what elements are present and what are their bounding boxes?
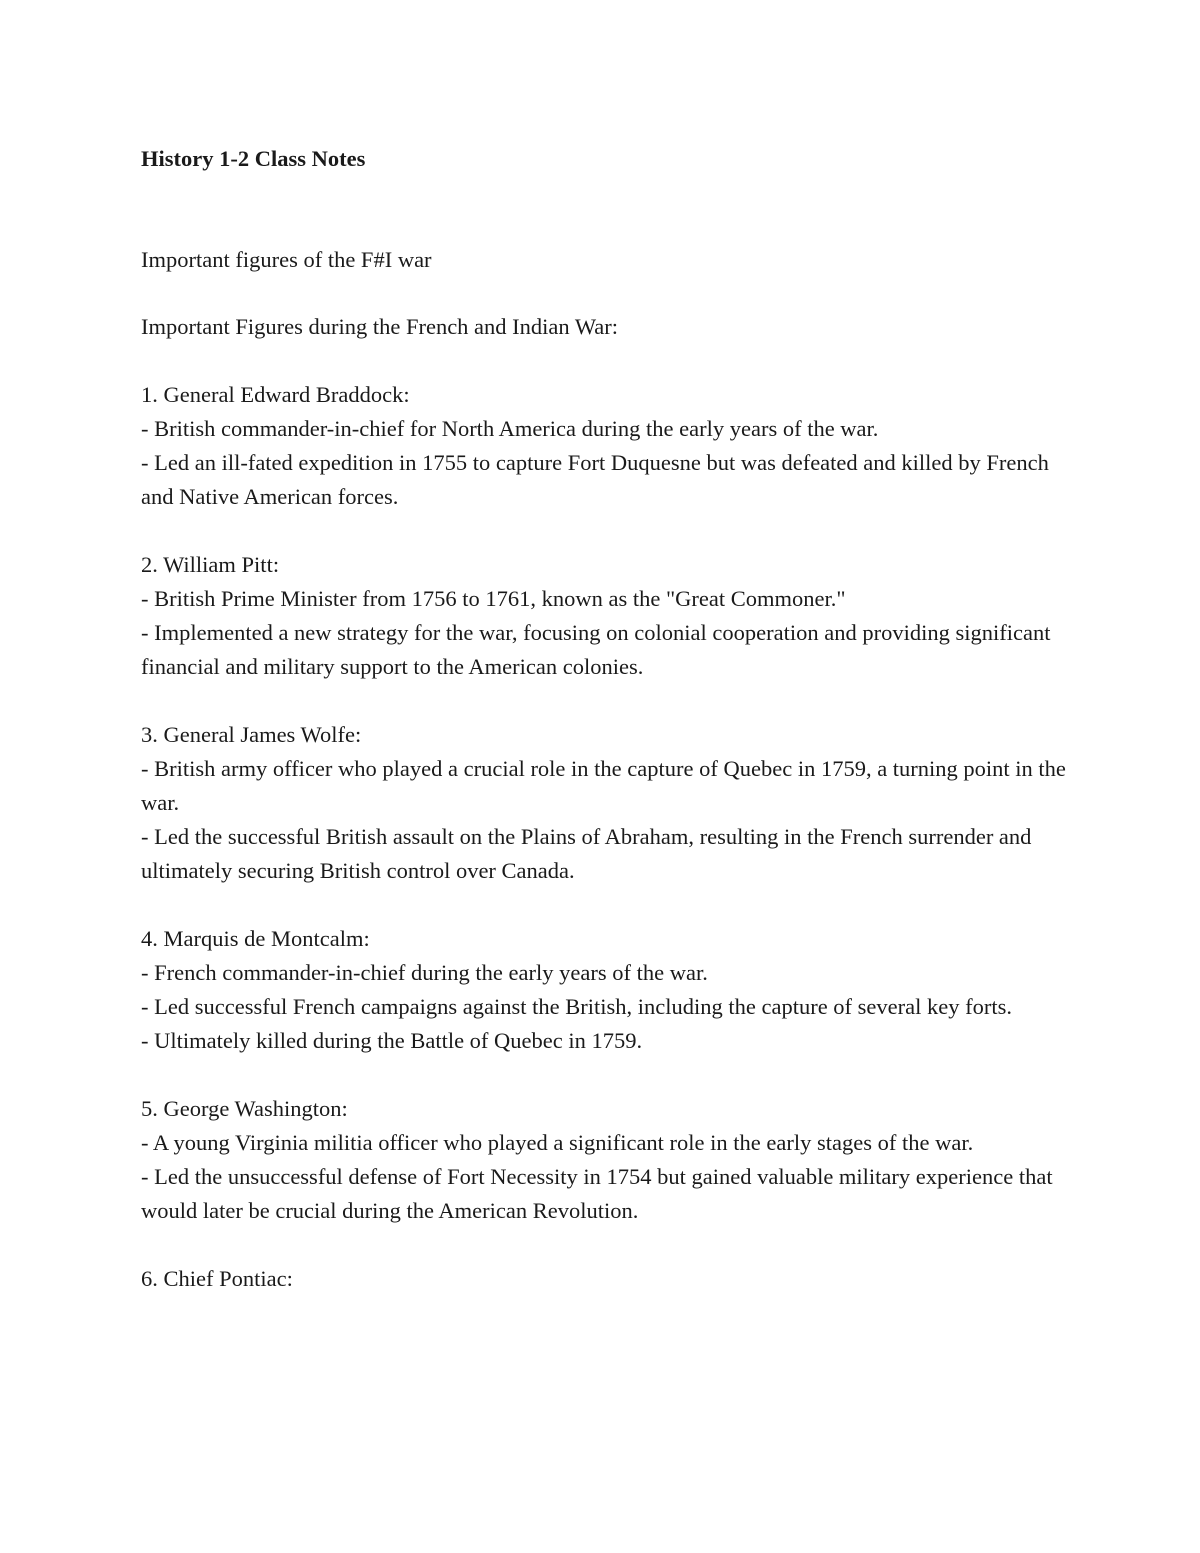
figure-entry-braddock — [141, 378, 1076, 514]
figure-entry-pontiac — [141, 1262, 1076, 1296]
figure-entry-pitt — [141, 548, 1076, 684]
document-title: History 1-2 Class Notes — [141, 146, 366, 171]
entry-bullet: - British army officer who played a crucial role in the capture of Quebec in 1759, a turning point in the war. — [141, 756, 1066, 815]
entry-bullet: - French commander-in-chief during the early years of the war. — [141, 960, 708, 985]
entry-heading: 4. Marquis de Montcalm: — [141, 926, 370, 951]
entry-bullet: - Ultimately killed during the Battle of Quebec in 1759. — [141, 1028, 643, 1053]
entry-bullet: - British commander-in-chief for North America during the early years of the war. — [141, 416, 879, 441]
figure-entry-wolfe — [141, 718, 1076, 888]
entry-bullet: - Led successful French campaigns against the British, including the capture of several key forts. — [141, 994, 1012, 1019]
entry-heading: 2. William Pitt: — [141, 552, 280, 577]
document-body — [141, 142, 1076, 1296]
entry-bullet: - Led an ill-fated expedition in 1755 to capture Fort Duquesne but was defeated and killed by French and Native American forces. — [141, 450, 1049, 509]
entry-heading: 1. General Edward Braddock: — [141, 382, 410, 407]
entry-bullet: - British Prime Minister from 1756 to 1761, known as the "Great Commoner." — [141, 586, 846, 611]
entry-heading: 3. General James Wolfe: — [141, 722, 362, 747]
entry-bullet: - Led the unsuccessful defense of Fort Necessity in 1754 but gained valuable military experience that would later be crucial during the American Revolution. — [141, 1164, 1053, 1223]
entry-heading: 6. Chief Pontiac: — [141, 1266, 293, 1291]
document-intro: Important Figures during the French and Indian War: — [141, 314, 619, 339]
figure-entry-washington — [141, 1092, 1076, 1228]
entry-bullet: - Led the successful British assault on the Plains of Abraham, resulting in the French surrender and ultimately securing British control over Canada. — [141, 824, 1032, 883]
entry-bullet: - A young Virginia militia officer who played a significant role in the early stages of the war. — [141, 1130, 974, 1155]
entry-bullet: - Implemented a new strategy for the war, focusing on colonial cooperation and providing significant financial and military support to the American colonies. — [141, 620, 1051, 679]
figure-entry-montcalm — [141, 922, 1076, 1058]
entry-heading: 5. George Washington: — [141, 1096, 348, 1121]
document-subtitle: Important figures of the F#I war — [141, 247, 432, 272]
